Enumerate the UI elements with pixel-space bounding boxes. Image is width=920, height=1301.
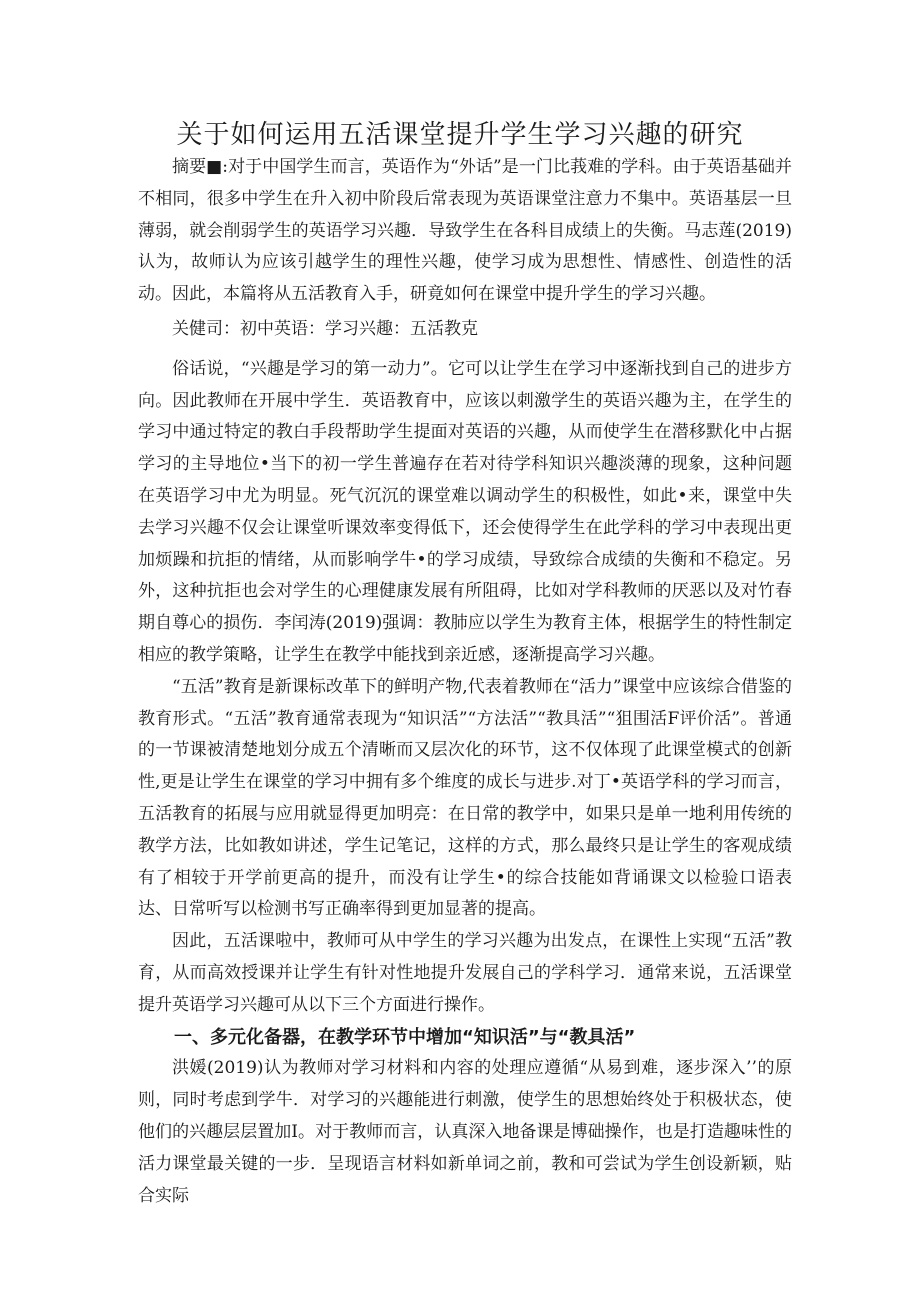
abstract-paragraph: 摘要■:对于中国学生而言，英语作为“外话”是一门比莪难的学科。由于英语基础并不相同，很多中学生在升入初中阶段后常表现为英语课堂注意力不集中。英语基层一旦薄弱，就会削弱学生的英语学习兴趣．导致学生在各科目成绩上的失衡。马志莲(2019)认为，故师认为应该引越学生的理性兴趣，使学习成为思想性、情感性、创造性的活动。因此，本篇将从五活教育入手，研竟如何在课堂中提升学生的学习兴趣。 xyxy=(138,157,792,305)
body-paragraph-1: 俗话说，“兴趣是学习的第一动力”。它可以让学生在学习中逐渐找到自己的进步方向。因此教师在开展中学生．英语教育中，应该以刺激学生的英语兴趣为主，在学生的学习中通过特定的教白手段帮助学生提面对英语的兴趣，从而使学生在潜移默化中占据学习的主导地位•当下的初一学生普遍存在若对待学科知识兴趣淡薄的现象，这种问题在英语学习中尤为明显。死气沉沉的课堂难以调动学生的积极性，如此•来，课堂中失去学习兴趣不仅会让课堂听课效率变得低下，还会使得学生在此学科的学习中表现出更加烦躁和抗拒的情绪，从而影响学牛•的学习成绩，导致综合成绩的失衡和不稳定。另外，这种抗拒也会对学生的心理健康发展有所阻碍，比如对学科教师的厌恶以及对竹春期自尊心的损伤．李闰涛(2019)强调：教肺应以学生为教育主体，根据学生的特性制定相应的教学策略，让学生在教学中能找到亲近感，逐渐提高学习兴趣。 xyxy=(138,358,792,665)
section-heading-1: 一、多元化备器，在教学环节中增加“知识活”与“教具活” xyxy=(174,1026,636,1048)
keywords-line: 关健司：初中英语：学习兴趣：五活教克 xyxy=(172,318,478,339)
body-paragraph-3: 因此，五活课啦中，教师可从中学生的学习兴趣为出发点，在课性上实现“五活”教育，从而高效授课并让学生有针对性地提升发展自己的学科学习．通常来说，五活课堂提升英语学习兴趣可从以下三个方面进行操作。 xyxy=(138,931,792,1015)
document-title: 关于如何运用五活课堂提升学生学习兴趣的研究 xyxy=(176,120,744,150)
body-paragraph-4: 洪媛(2019)认为教师对学习材料和内容的处理应遵循“从易到难，逐步深入’’的原则，同时考虑到学牛．对学习的兴趣能进行刺激，使学生的思想始终处于积极状态，使他们的兴趣层层置加I。对于教师而言，认真深入地备课是博础操作，也是打造趣味性的活力课堂最关键的一步．呈现语言材料如新单词之前，教和可尝试为学生创设新颖，贴合实际 xyxy=(138,1058,792,1206)
body-paragraph-2: “五活”教育是新课标改革下的鲜明产物,代表着教师在“活力”课堂中应该综合借鉴的教育形式。“五活”教育通常表现为“知识活”“方法活”“教具活”“狙围活F评价活”。普通的一节课被清楚地划分成五个清晰而又层次化的环节，这不仅体现了此课堂模式的创新性,更是让学生在课堂的学习中拥有多个维度的成长与进步.对丁•英语学科的学习而言，五活教育的拓展与应用就显得更加明亮：在日常的教学中，如果只是单一地利用传统的教学方法，比如教如讲述，学生记笔记，这样的方式，那么最终只是让学生的客观成绩有了相较于开学前更高的提升，而没有让学生•的综合技能如背诵课文以检验口语表达、日常听写以检测书写正确率得到更加显著的提高。 xyxy=(138,676,792,920)
document-body xyxy=(138,152,792,1212)
